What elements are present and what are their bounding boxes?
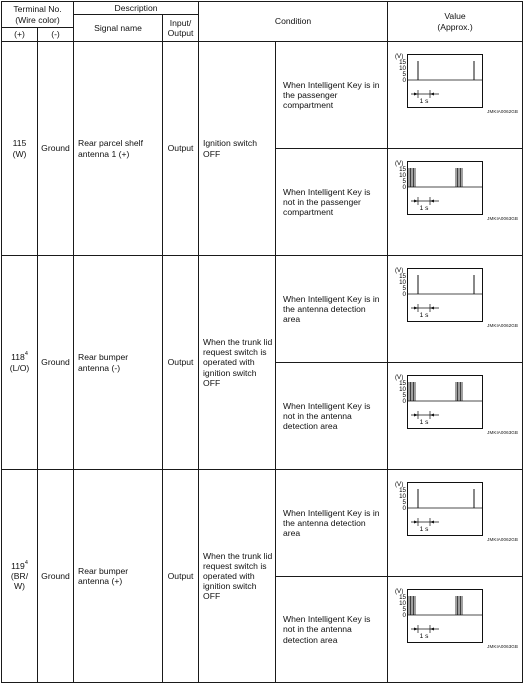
waveform-cell (388, 577, 523, 683)
time-scale-label: 1 s (419, 205, 429, 212)
tick-5: 5 (402, 71, 407, 78)
waveform-unit: (V) (395, 481, 404, 488)
tick-5: 5 (402, 178, 407, 185)
tick-15: 15 (399, 487, 407, 494)
ground-cell: Ground (38, 256, 74, 470)
condition-header: Condition (199, 2, 388, 42)
time-arrow (430, 307, 434, 310)
wire-color: (L/O) (9, 362, 30, 373)
output-label: Output (167, 28, 194, 38)
terminal-no-label: Terminal No. (13, 4, 62, 15)
figure-ref: JMKIA0063GB (487, 644, 519, 649)
wire-color: (W) (12, 148, 27, 159)
condition-cell: Ignition switch OFF (199, 42, 276, 256)
tick-10: 10 (399, 65, 407, 72)
time-arrow (430, 200, 434, 203)
approx-label: (Approx.) (437, 21, 473, 32)
waveform-cell (388, 149, 523, 256)
waveform-cell (388, 470, 523, 577)
sub-condition-cell: When Intelligent Key is in the antenna detection area (276, 256, 388, 363)
figure-ref: JMKIA0062GB (487, 323, 519, 328)
input-label: Input/ (169, 17, 192, 28)
waveform-burst (395, 373, 483, 431)
sub-condition-cell: When Intelligent Key is not in the passenger compartment (276, 149, 388, 256)
tick-5: 5 (402, 392, 407, 399)
time-arrow (430, 521, 434, 524)
description-header: Description (74, 2, 199, 15)
signal-name-cell: Rear bumper antenna (-) (74, 256, 163, 470)
sub-condition-cell: When Intelligent Key is in the antenna detection area (276, 470, 388, 577)
terminal-cell (2, 256, 38, 470)
terminal-number: 115 (12, 138, 27, 149)
waveform-single-pulse (395, 266, 483, 324)
plus-header: (+) (2, 28, 38, 42)
terminal-no-header (2, 2, 74, 28)
waveform-unit: (V) (395, 588, 404, 595)
value-header (388, 2, 523, 42)
time-arrow (414, 93, 418, 96)
figure-ref: JMKIA0062GB (487, 109, 519, 114)
waveform-unit: (V) (395, 53, 404, 60)
waveform-unit: (V) (395, 374, 404, 381)
waveform-cell (388, 42, 523, 149)
waveform-unit: (V) (395, 160, 404, 167)
tick-10: 10 (399, 279, 407, 286)
wire-color-label: (Wire color) (15, 14, 60, 25)
signal-name-cell: Rear bumper antenna (+) (74, 470, 163, 683)
waveform-unit: (V) (395, 267, 404, 274)
value-label: Value (444, 11, 466, 22)
time-arrow (414, 307, 418, 310)
wire-color: (BR/W) (10, 570, 29, 592)
tick-5: 5 (402, 285, 407, 292)
terminal-number: 119 (11, 560, 25, 571)
time-scale-label: 1 s (419, 419, 429, 426)
figure-ref: JMKIA0063GB (487, 216, 519, 221)
tick-10: 10 (399, 172, 407, 179)
condition-cell: When the trunk lid request switch is operated with ignition switch OFF (199, 470, 276, 683)
waveform-cell (388, 256, 523, 363)
tick-10: 10 (399, 386, 407, 393)
signal-burst (456, 382, 462, 401)
sub-condition-cell: When Intelligent Key is not in the antenna detection area (276, 577, 388, 683)
terminal-spec-table (1, 1, 523, 683)
time-arrow (414, 628, 418, 631)
waveform-single-pulse (395, 480, 483, 538)
terminal-cell (2, 42, 38, 256)
time-scale-label: 1 s (419, 98, 429, 105)
terminal-cell (2, 470, 38, 683)
signal-name-header: Signal name (74, 15, 163, 42)
ground-cell: Ground (38, 470, 74, 683)
signal-burst (409, 596, 415, 615)
time-scale-label: 1 s (419, 633, 429, 640)
tick-0: 0 (402, 291, 407, 298)
time-arrow (430, 93, 434, 96)
tick-5: 5 (402, 606, 407, 613)
tick-15: 15 (399, 166, 407, 173)
signal-name-cell: Rear parcel shelf antenna 1 (+) (74, 42, 163, 256)
time-scale-label: 1 s (419, 312, 429, 319)
footnote-mark: 4 (24, 559, 28, 566)
sub-condition-cell: When Intelligent Key is in the passenger compartment (276, 42, 388, 149)
minus-header: (-) (38, 28, 74, 42)
terminal-number: 118 (11, 352, 25, 363)
condition-cell: When the trunk lid request switch is operated with ignition switch OFF (199, 256, 276, 470)
time-arrow (414, 200, 418, 203)
input-output-header (163, 15, 199, 42)
tick-15: 15 (399, 380, 407, 387)
signal-burst (456, 168, 462, 187)
figure-ref: JMKIA0062GB (487, 537, 519, 542)
signal-burst (409, 382, 415, 401)
tick-0: 0 (402, 184, 407, 191)
signal-burst (456, 596, 462, 615)
signal-burst (409, 168, 415, 187)
ground-cell: Ground (38, 42, 74, 256)
footnote-mark: 4 (24, 351, 28, 358)
tick-10: 10 (399, 493, 407, 500)
time-arrow (430, 414, 434, 417)
tick-5: 5 (402, 499, 407, 506)
waveform-burst (395, 159, 483, 217)
io-cell: Output (163, 256, 199, 470)
io-cell: Output (163, 42, 199, 256)
tick-15: 15 (399, 594, 407, 601)
sub-condition-cell: When Intelligent Key is not in the antenna detection area (276, 363, 388, 470)
time-scale-label: 1 s (419, 526, 429, 533)
tick-0: 0 (402, 612, 407, 619)
tick-15: 15 (399, 273, 407, 280)
time-arrow (414, 521, 418, 524)
tick-15: 15 (399, 59, 407, 66)
waveform-single-pulse (395, 52, 483, 110)
tick-0: 0 (402, 77, 407, 84)
waveform-cell (388, 363, 523, 470)
time-arrow (414, 414, 418, 417)
io-cell: Output (163, 470, 199, 683)
tick-0: 0 (402, 398, 407, 405)
time-arrow (430, 628, 434, 631)
tick-0: 0 (402, 505, 407, 512)
figure-ref: JMKIA0063GB (487, 430, 519, 435)
tick-10: 10 (399, 600, 407, 607)
waveform-burst (395, 587, 483, 645)
